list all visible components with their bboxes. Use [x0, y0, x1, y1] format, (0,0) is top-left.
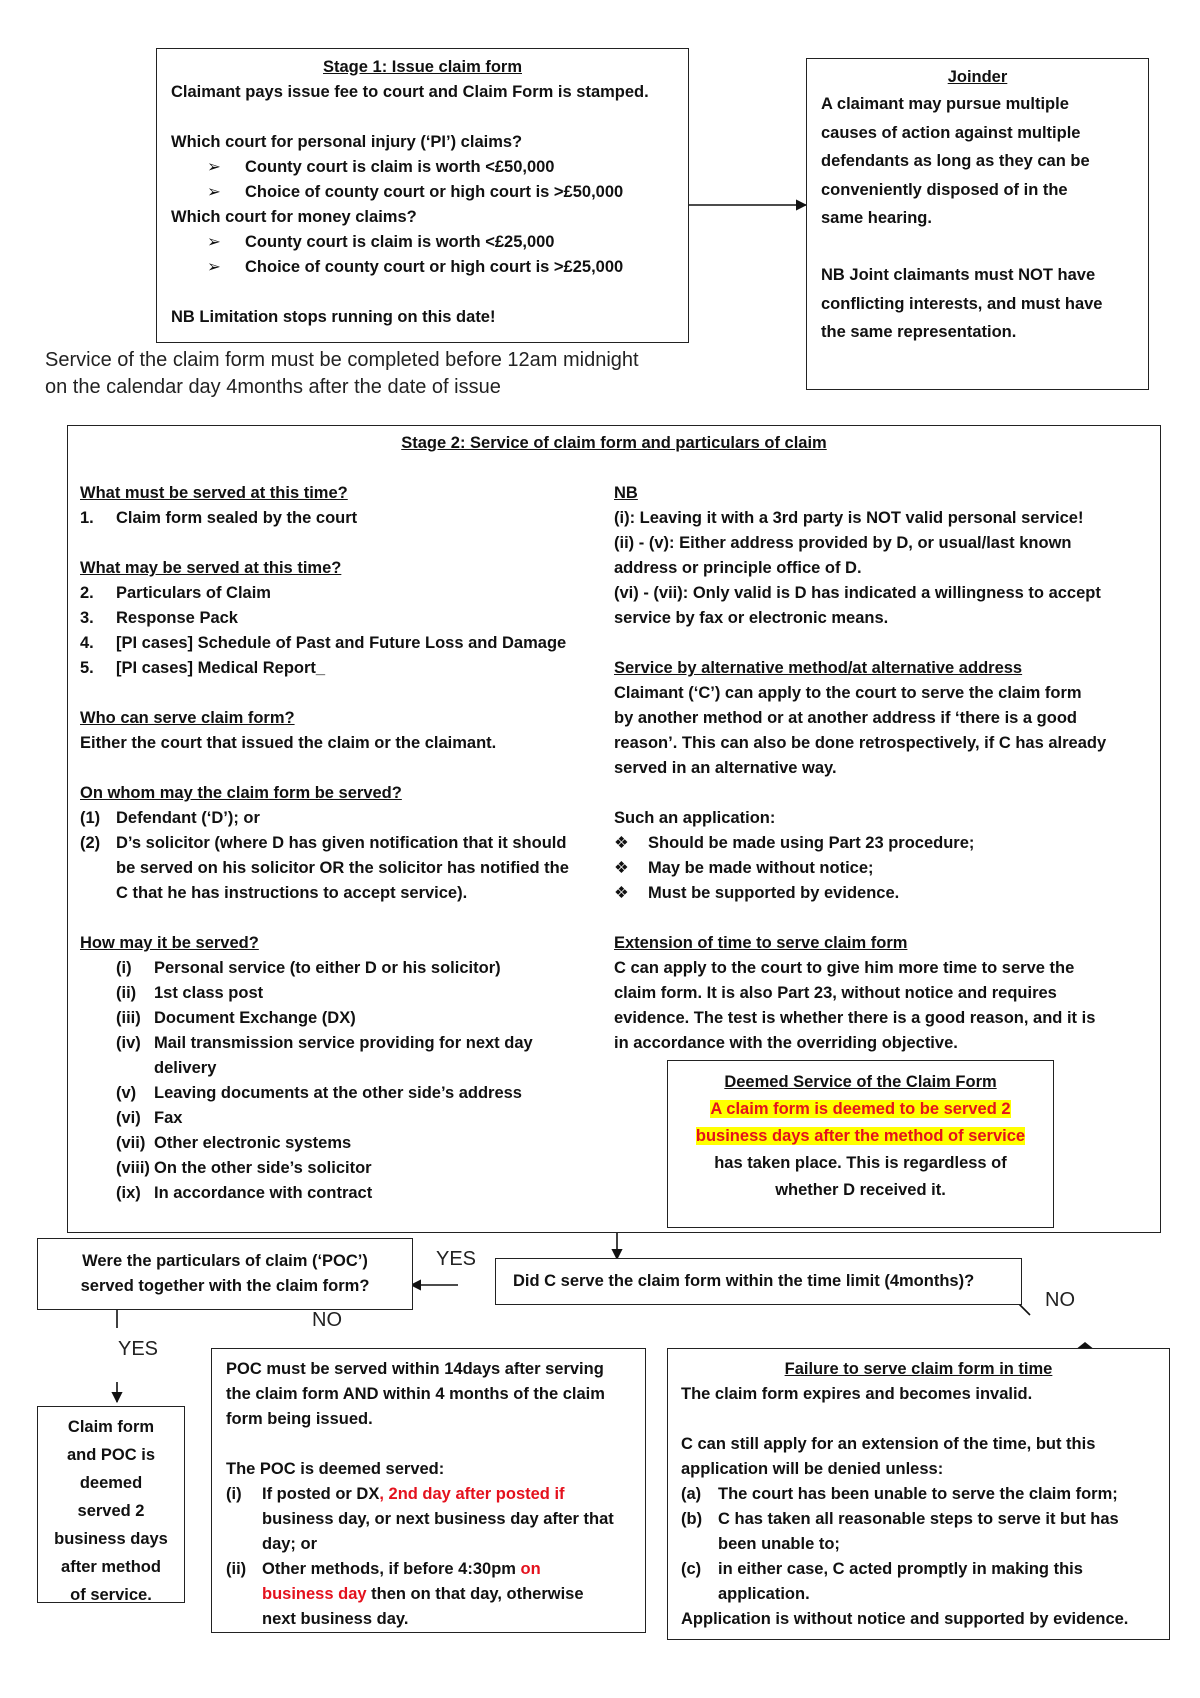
how-item-line: delivery	[154, 1059, 217, 1077]
deemed-line: has taken place. This is regardless of	[714, 1154, 1007, 1172]
deemed-small-line: business days	[54, 1530, 168, 1548]
deemed-line: whether D received it.	[775, 1181, 946, 1199]
may-item: Particulars of Claim	[116, 584, 271, 602]
list-number: (1)	[80, 809, 101, 827]
poc-line: POC must be served within 14days after serving	[226, 1360, 604, 1378]
joinder-nb-line: NB Joint claimants must NOT have	[821, 266, 1096, 284]
failure-title: Failure to serve claim form in time	[784, 1360, 1053, 1378]
who-heading: Who can serve claim form?	[80, 709, 295, 727]
stage1-question-money: Which court for money claims?	[171, 208, 417, 226]
whom-item	[116, 831, 569, 906]
alt-line: by another method or at another address if ‘there is a good	[614, 709, 1077, 727]
ext-line: claim form. It is also Part 23, without notice and requires	[614, 984, 1057, 1002]
may-item: [PI cases] Medical Report_	[116, 659, 326, 677]
stage1-money-item: County court is claim is worth <£25,000	[245, 233, 555, 251]
poc-text: then on that day, otherwise	[366, 1585, 584, 1603]
such-item: Must be supported by evidence.	[648, 884, 900, 902]
whom-item-line: C that he has instructions to accept service).	[116, 884, 468, 902]
stage2-left-column	[80, 481, 600, 1206]
list-number: (vi)	[116, 1109, 141, 1127]
stage1-title: Stage 1: Issue claim form	[323, 58, 522, 76]
whom-item-line: be served on his solicitor OR the solicitor has notified the	[116, 859, 569, 877]
poc-item-other	[262, 1557, 584, 1632]
list-number: 3.	[80, 609, 94, 627]
poc-question-line: served together with the claim form?	[80, 1277, 370, 1295]
nb-line: service by fax or electronic means.	[614, 609, 889, 627]
failure-item-line: application.	[718, 1585, 810, 1603]
how-item: Personal service (to either D or his solicitor)	[154, 959, 501, 977]
alt-text	[614, 681, 1144, 781]
label-yes-top: YES	[436, 1248, 477, 1270]
deemed-service-box	[667, 1060, 1054, 1228]
how-item	[154, 1031, 533, 1081]
list-number: (viii)	[116, 1159, 150, 1177]
time-question-box	[495, 1258, 1022, 1305]
such-list	[614, 831, 1144, 906]
joinder-line: defendants as long as they can be	[821, 152, 1090, 170]
poc-question-box	[37, 1238, 413, 1310]
joinder-line: same hearing.	[821, 209, 932, 227]
list-number: (i)	[116, 959, 132, 977]
deemed-small-line: deemed	[79, 1474, 143, 1492]
joinder-box	[806, 58, 1149, 390]
alt-line: reason’. This can also be done retrospectively, if C has already	[614, 734, 1107, 752]
poc-red-text: business day	[262, 1585, 367, 1603]
must-heading: What must be served at this time?	[80, 484, 348, 502]
stage1-pi-item: County court is claim is worth <£50,000	[245, 158, 555, 176]
arrow-bullet-icon: ➢	[207, 158, 221, 176]
arrow-bullet-icon: ➢	[207, 258, 221, 276]
poc-text: If posted or DX	[262, 1485, 380, 1503]
arrow-bullet-icon: ➢	[207, 233, 221, 251]
failure-item	[718, 1507, 1119, 1557]
ext-heading: Extension of time to serve claim form	[614, 934, 908, 952]
joinder-nb-line: the same representation.	[821, 323, 1017, 341]
failure-item-line: C has taken all reasonable steps to serve it but has	[718, 1510, 1119, 1528]
alt-line: Claimant (‘C’) can apply to the court to serve the claim form	[614, 684, 1082, 702]
list-number: (a)	[681, 1485, 702, 1503]
poc-box	[211, 1348, 646, 1633]
deemed-small-line: of service.	[70, 1586, 152, 1604]
whom-item: Defendant (‘D’); or	[116, 809, 260, 827]
service-note-line: on the calendar day 4months after the date of issue	[45, 376, 501, 398]
how-item: Fax	[154, 1109, 183, 1127]
stage1-nb: NB Limitation stops running on this date!	[171, 308, 496, 326]
stage2-right-column	[614, 481, 1144, 1056]
list-number: (ii)	[226, 1560, 247, 1578]
list-number: (i)	[226, 1485, 242, 1503]
list-number: (v)	[116, 1084, 137, 1102]
list-number: (2)	[80, 834, 101, 852]
poc-line: the claim form AND within 4 months of the claim	[226, 1385, 605, 1403]
poc-text: next business day.	[262, 1610, 409, 1628]
failure-box	[667, 1348, 1170, 1640]
failure-line: application will be denied unless:	[681, 1460, 944, 1478]
ext-line: evidence. The test is whether there is a good reason, and it is	[614, 1009, 1096, 1027]
how-item: In accordance with contract	[154, 1184, 373, 1202]
nb-line: (vi) - (vii): Only valid is D has indicated a willingness to accept	[614, 584, 1101, 602]
stage1-pi-item: Choice of county court or high court is >£50,000	[245, 183, 624, 201]
list-number: 5.	[80, 659, 94, 677]
list-number: 2.	[80, 584, 94, 602]
may-heading: What may be served at this time?	[80, 559, 342, 577]
whom-item-line: D’s solicitor (where D has given notification that it should	[116, 834, 567, 852]
must-item: Claim form sealed by the court	[116, 509, 358, 527]
such-application: Such an application:	[614, 809, 776, 827]
poc-red-text: , 2nd day after posted if	[379, 1485, 565, 1503]
stage1-box	[156, 48, 689, 343]
poc-text: day; or	[262, 1535, 318, 1553]
how-item: Document Exchange (DX)	[154, 1009, 356, 1027]
how-heading: How may it be served?	[80, 934, 259, 952]
nb-line: (i): Leaving it with a 3rd party is NOT valid personal service!	[614, 509, 1084, 527]
failure-item-line: been unable to;	[718, 1535, 840, 1553]
ext-text	[614, 956, 1144, 1056]
deemed-small-line: after method	[61, 1558, 161, 1576]
joinder-line: A claimant may pursue multiple	[821, 95, 1069, 113]
may-item: Response Pack	[116, 609, 238, 627]
stage1-money-item: Choice of county court or high court is >£25,000	[245, 258, 624, 276]
failure-item-line: in either case, C acted promptly in making this	[718, 1560, 1083, 1578]
list-number: (ii)	[116, 984, 137, 1002]
list-number: (iii)	[116, 1009, 141, 1027]
deemed-highlight: A claim form is deemed to be served 2	[710, 1100, 1011, 1118]
joinder-nb-line: conflicting interests, and must have	[821, 294, 1103, 313]
failure-line: The claim form expires and becomes invalid.	[681, 1385, 1033, 1403]
deemed-small-line: and POC is	[66, 1446, 156, 1464]
list-number: (c)	[681, 1560, 702, 1578]
such-item: May be made without notice;	[648, 859, 874, 877]
service-note	[45, 347, 639, 401]
list-number: 1.	[80, 509, 94, 527]
such-item: Should be made using Part 23 procedure;	[648, 834, 975, 852]
how-item: On the other side’s solicitor	[154, 1159, 372, 1177]
diamond-bullet-icon: ❖	[614, 834, 629, 852]
poc-question-line: Were the particulars of claim (‘POC’)	[82, 1252, 368, 1270]
how-item: Other electronic systems	[154, 1134, 352, 1152]
alt-line: served in an alternative way.	[614, 759, 837, 777]
how-item: Leaving documents at the other side’s address	[154, 1084, 522, 1102]
list-number: (iv)	[116, 1034, 141, 1052]
nb-line: address or principle office of D.	[614, 559, 862, 577]
deemed-small-box	[37, 1406, 185, 1603]
poc-text: Other methods, if before 4:30pm	[262, 1560, 521, 1578]
may-item: [PI cases] Schedule of Past and Future Loss and Damage	[116, 634, 567, 652]
poc-text: business day, or next business day after that	[262, 1510, 614, 1528]
label-no-right: NO	[1045, 1289, 1075, 1311]
ext-line: in accordance with the overriding objective.	[614, 1034, 958, 1052]
who-text: Either the court that issued the claim or the claimant.	[80, 734, 497, 752]
how-list	[80, 956, 600, 1206]
nb-heading: NB	[614, 484, 638, 502]
joinder-title: Joinder	[947, 68, 1008, 86]
whom-heading: On whom may the claim form be served?	[80, 784, 402, 802]
list-number: 4.	[80, 634, 94, 652]
stage1-question-pi: Which court for personal injury (‘PI’) claims?	[171, 133, 523, 151]
diamond-bullet-icon: ❖	[614, 859, 629, 877]
poc-item-posted	[262, 1482, 614, 1557]
how-item: 1st class post	[154, 984, 264, 1002]
nb-line: (ii) - (v): Either address provided by D, or usual/last known	[614, 534, 1072, 552]
joinder-line: conveniently disposed of in the	[821, 180, 1068, 199]
failure-item	[718, 1557, 1083, 1607]
time-question-text: Did C serve the claim form within the time limit (4months)?	[513, 1272, 975, 1290]
label-no-mid: NO	[312, 1309, 342, 1331]
failure-line: C can still apply for an extension of the time, but this	[681, 1435, 1096, 1453]
list-number: (ix)	[116, 1184, 141, 1202]
how-item-line: Mail transmission service providing for next day	[154, 1034, 533, 1052]
diamond-bullet-icon: ❖	[614, 884, 629, 902]
deemed-small-line: served 2	[77, 1502, 145, 1520]
label-yes-left: YES	[118, 1338, 159, 1360]
joinder-line: causes of action against multiple	[821, 123, 1081, 142]
arrow-bullet-icon: ➢	[207, 183, 221, 201]
list-number: (vii)	[116, 1134, 146, 1152]
failure-line: Application is without notice and supported by evidence.	[681, 1610, 1129, 1628]
stage1-line: Claimant pays issue fee to court and Claim Form is stamped.	[171, 83, 649, 101]
service-note-line: Service of the claim form must be completed before 12am midnight	[45, 349, 639, 371]
deemed-highlight: business days after the method of service	[695, 1127, 1026, 1145]
ext-line: C can apply to the court to give him more time to serve the	[614, 959, 1075, 977]
poc-red-text: on	[520, 1560, 541, 1578]
deemed-title: Deemed Service of the Claim Form	[724, 1073, 997, 1091]
failure-item: The court has been unable to serve the claim form;	[718, 1485, 1118, 1503]
poc-deemed-heading: The POC is deemed served:	[226, 1460, 445, 1478]
list-number: (b)	[681, 1510, 703, 1528]
stage2-title: Stage 2: Service of claim form and particulars of claim	[401, 434, 827, 452]
poc-line: form being issued.	[226, 1410, 373, 1428]
nb-text	[614, 506, 1144, 631]
alt-heading: Service by alternative method/at alternative address	[614, 659, 1023, 677]
joinder-text	[821, 90, 1134, 347]
deemed-small-line: Claim form	[67, 1418, 155, 1436]
